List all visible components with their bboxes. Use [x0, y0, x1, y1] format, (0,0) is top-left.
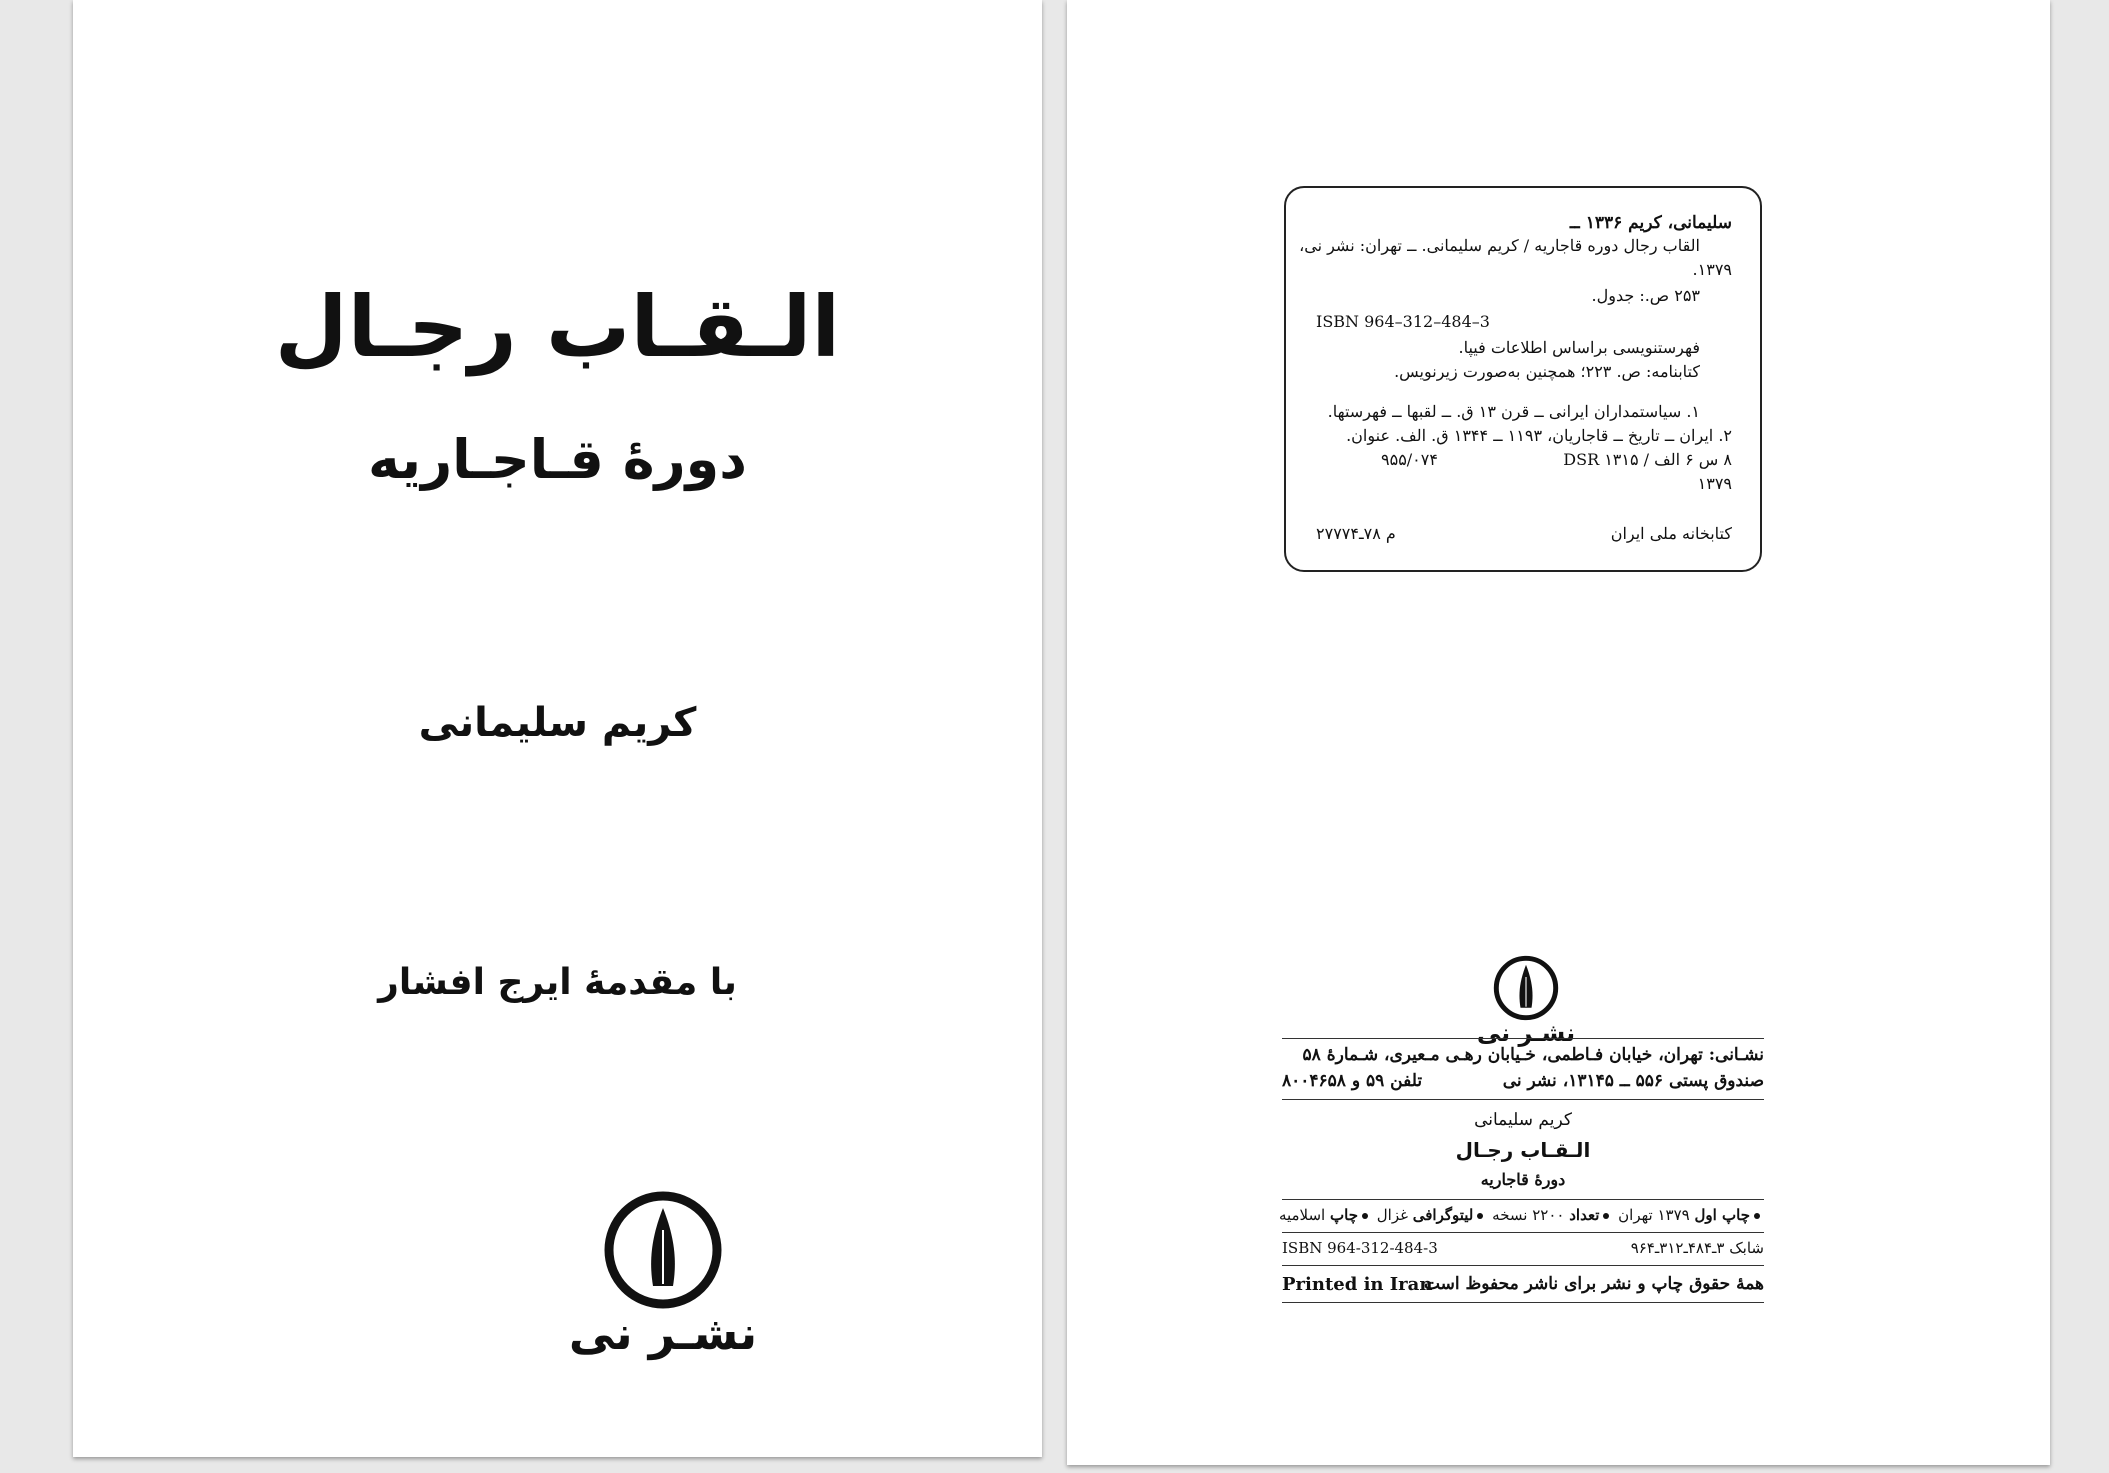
imprint-author: کریم سلیمانی [1474, 1110, 1572, 1130]
book-author: کریم سلیمانی [418, 700, 697, 746]
copyright-page [1067, 0, 2050, 1465]
cip-subject-2: ۲. ایران ــ تاریخ ــ قاجاریان، ۱۱۹۳ ــ ۱۳۴۴ ق. الف. عنوان. [1346, 426, 1732, 445]
print-count-value: ۲۲۰۰ نسخه [1492, 1206, 1565, 1224]
publisher-logo-small [1464, 955, 1588, 1047]
divider [1282, 1038, 1764, 1039]
phone: تلفن ۵۹ و ۸۰۰۴۶۵۸ [1282, 1071, 1423, 1091]
rights-notice: همهٔ حقوق چاپ و نشر برای ناشر محفوظ است [1423, 1274, 1764, 1294]
lithography-value: غزال [1376, 1206, 1408, 1224]
title-page [73, 0, 1042, 1457]
publisher-address: نشـانی: تهران، خیابان فـاطمی، خـیابان رهـی مـعیری، شـمارهٔ ۵۸ [1302, 1045, 1764, 1065]
cataloging-record-box [1284, 186, 1762, 572]
cip-dewey: ۹۵۵/۰۷۴ [1381, 450, 1438, 469]
cip-library: کتابخانه ملی ایران [1610, 524, 1732, 543]
publisher-logo [513, 1190, 813, 1360]
cip-note-1: فهرستنویسی براساس اطلاعات فیپا. [1458, 338, 1700, 357]
first-print-value: ۱۳۷۹ تهران [1618, 1206, 1690, 1224]
cip-pages: ۲۵۳ ص.: جدول. [1591, 286, 1700, 305]
pen-nib-icon [603, 1190, 723, 1310]
book-subtitle: دورهٔ قـاجـاریه [368, 428, 747, 491]
print-count-label: تعداد [1569, 1206, 1600, 1224]
printing-value: اسلامیه [1278, 1206, 1326, 1224]
cip-author: سلیمانی، کریم ۱۳۳۶ ــ [1569, 213, 1732, 233]
imprint-subtitle: دورهٔ قاجاریه [1480, 1170, 1566, 1189]
shabak: شابک ۳ـ۴۸۴ـ۳۱۲ـ۹۶۴ [1630, 1239, 1764, 1257]
printing-label: چاپ [1330, 1206, 1358, 1224]
first-print-label: چاپ اول [1694, 1206, 1750, 1224]
lithography-label: لیتوگرافی [1412, 1206, 1474, 1224]
edition-line [1278, 1200, 1764, 1232]
publisher-name: نشـر نی [1476, 1019, 1576, 1047]
cip-subject-1: ۱. سیاستمداران ایرانی ــ قرن ۱۳ ق. ــ لقبها ــ فهرستها. [1327, 402, 1700, 421]
book-title: الـقـاب رجـال [274, 278, 841, 376]
divider [1282, 1099, 1764, 1100]
po-box: صندوق پستی ۵۵۶ ــ ۱۳۱۴۵، نشر نی [1502, 1071, 1764, 1091]
imprint-block [1278, 1038, 1764, 1303]
cip-record-number: م ۷۸ـ۲۷۷۷۴ [1316, 524, 1396, 543]
printed-in: Printed in Iran [1282, 1274, 1433, 1295]
cip-note-2: کتابنامه: ص. ۲۲۳؛ همچنین به‌صورت زیرنویس. [1394, 362, 1700, 381]
divider [1282, 1302, 1764, 1303]
cip-title: القاب رجال دوره قاجاریه / کریم سلیمانی. ــ تهران: نشر نی، [1299, 236, 1700, 255]
cip-isbn: ISBN 964–312–484–3 [1316, 312, 1490, 331]
cip-year: ۱۳۷۹. [1692, 260, 1732, 279]
isbn: ISBN 964-312-484-3 [1282, 1239, 1438, 1257]
publisher-name: نشـر نی [568, 1306, 758, 1360]
imprint-title: الـقـاب رجـال [1455, 1138, 1591, 1162]
introduction-credit: با مقدمهٔ ایرج افشار [378, 962, 737, 1003]
pen-nib-icon [1493, 955, 1559, 1021]
cip-classification: ۸ س ۶ الف / DSR ۱۳۱۵ [1563, 450, 1732, 469]
cip-classification-year: ۱۳۷۹ [1697, 474, 1732, 493]
